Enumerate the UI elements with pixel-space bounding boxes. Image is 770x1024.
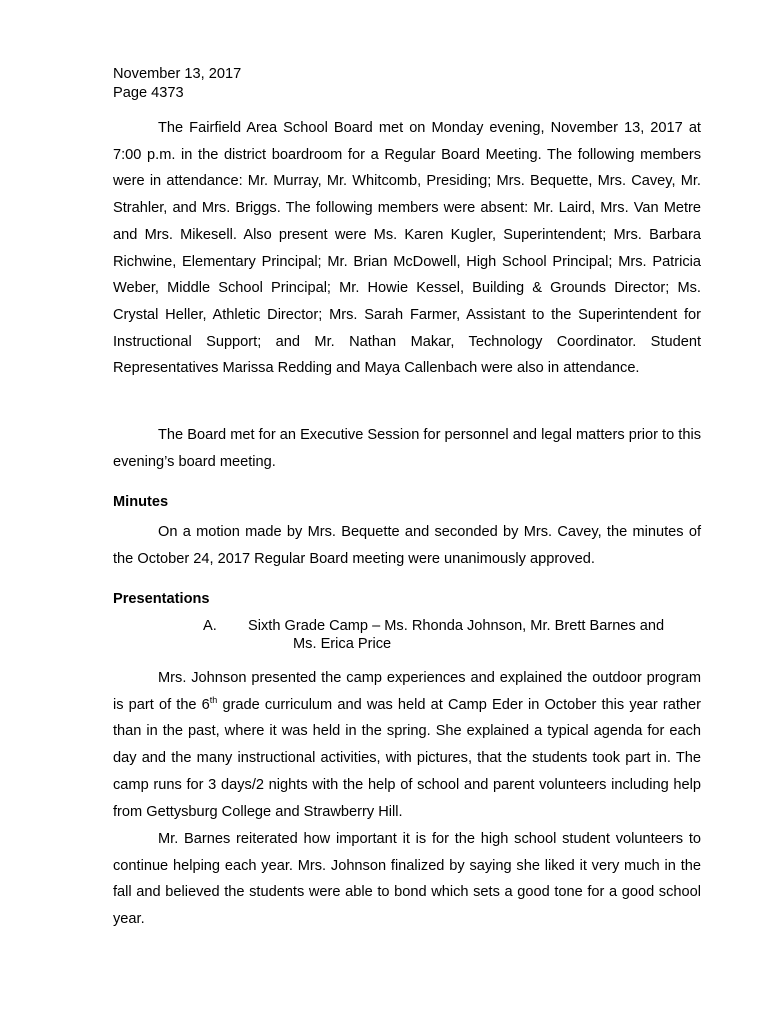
- volunteers-paragraph: Mr. Barnes reiterated how important it is for the high school student volunteers to continue helping each year. Mrs. Johnson finalized by saying she liked it very much in the fall and believed the students were able to bond which sets a good tone for a good school year.: [113, 831, 701, 928]
- ordinal-suffix: th: [209, 694, 218, 705]
- executive-session-paragraph: The Board met for an Executive Session for personnel and legal matters prior to this evening’s board meeting.: [113, 427, 701, 470]
- page-number: Page 4373: [113, 85, 184, 101]
- meeting-date: November 13, 2017: [113, 66, 242, 82]
- minutes-heading: Minutes: [113, 494, 169, 510]
- attendance-paragraph: The Fairfield Area School Board met on Monday evening, November 13, 2017 at 7:00 p.m. in the district boardroom for a Regular Board Meeting. The following members were in attendance: Mr. Murray, Mr. Whitcomb, Presiding; Mrs. Bequette, Mrs. Cavey, Mr. Strahler, and Mrs. Briggs. The following members were absent: Mr. Laird, Mrs. Van Metre and Mrs. Mikesell. Also present were Ms. Karen Kugler, Superintendent; Mrs. Barbara Richwine, Elementary Principal; Mr. Brian McDowell, High School Principal; Mrs. Patricia Weber, Middle School Principal; Mr. Howie Kessel, Building & Grounds Director; Ms. Crystal Heller, Athletic Director; Mrs. Sarah Farmer, Assistant to the Superintendent for Instructional Support; and Mr. Nathan Makar, Technology Coordinator. Student Representatives Marissa Redding and Maya Callenbach were also in attendance.: [113, 120, 701, 377]
- presentation-item-letter: A.: [203, 618, 217, 634]
- camp-text-end: grade curriculum and was held at Camp Eder in October this year rather than in the past, where it was held in the spring. She explained a typical agenda for each day and the many instructional activities, with pictures, that the students took part in. The camp runs for 3 days/2 nights with the help of school and parent volunteers including help from Gettysburg College and Strawberry Hill.: [113, 696, 701, 820]
- presentation-item-title-continued: Ms. Erica Price: [293, 636, 392, 652]
- camp-paragraph: [113, 665, 701, 825]
- camp-text-start: Mrs. Johnson presented the camp experiences and explained the outdoor program is part of the 6: [113, 670, 701, 713]
- presentation-item-title: Sixth Grade Camp – Ms. Rhonda Johnson, Mr. Brett Barnes and: [248, 618, 665, 634]
- minutes-paragraph: On a motion made by Mrs. Bequette and seconded by Mrs. Cavey, the minutes of the October 24, 2017 Regular Board meeting were unanimously approved.: [113, 524, 701, 567]
- presentations-heading: Presentations: [113, 591, 210, 607]
